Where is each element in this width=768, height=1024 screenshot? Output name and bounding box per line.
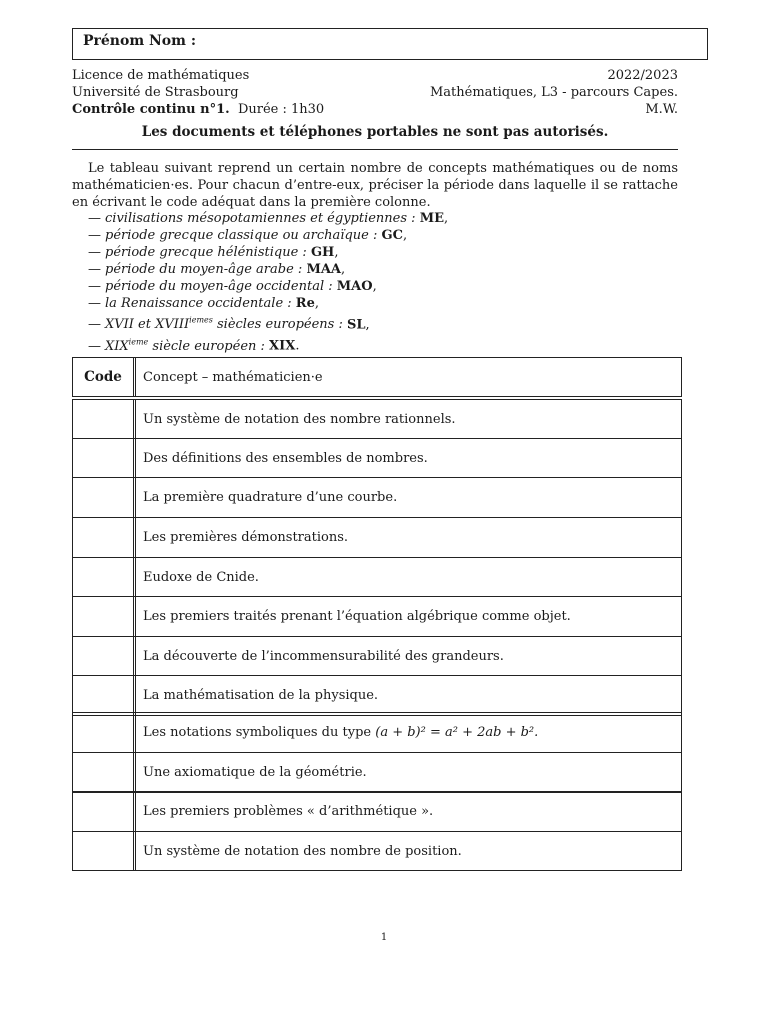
list-item: — période grecque classique ou archaïque : GC, <box>88 228 408 243</box>
concept-cell: Un système de notation des nombre rationnels. <box>143 411 456 427</box>
code-cell[interactable] <box>73 518 134 557</box>
table-row <box>72 831 682 871</box>
period-list <box>88 210 448 355</box>
table-row <box>72 557 682 597</box>
name-box[interactable] <box>72 28 708 60</box>
warning-text: Les documents et téléphones portables ne sont pas autorisés. <box>141 124 609 140</box>
table-row <box>72 438 682 478</box>
code-cell[interactable] <box>73 637 134 675</box>
code-cell[interactable] <box>73 439 134 477</box>
table-row <box>72 791 682 832</box>
list-item: — période du moyen-âge occidental : MAO, <box>88 279 377 294</box>
concept-cell: La mathématisation de la physique. <box>143 688 379 703</box>
concept-cell: Les premiers traités prenant l’équation algébrique comme objet. <box>143 609 571 624</box>
university-name: Université de Strasbourg <box>72 85 239 100</box>
table-row <box>72 675 682 716</box>
concept-cell <box>143 713 538 752</box>
exam-info <box>72 102 324 118</box>
code-cell[interactable] <box>73 713 134 752</box>
list-item: — période grecque hélénistique : GH, <box>88 245 339 260</box>
header-row-1 <box>72 68 678 84</box>
header-concept: Concept – mathématicien·e <box>143 369 323 385</box>
code-cell[interactable] <box>73 753 134 792</box>
table-row <box>72 752 682 793</box>
concept-cell: Une axiomatique de la géométrie. <box>143 765 367 780</box>
code-cell[interactable] <box>73 792 134 831</box>
list-item: — période du moyen-âge arabe : MAA, <box>88 262 346 277</box>
formula: (a + b)² = a² + 2ab + b². <box>375 725 539 740</box>
concept-cell: La première quadrature d’une courbe. <box>143 490 398 505</box>
table-row <box>72 517 682 558</box>
table-row <box>72 399 682 439</box>
code-cell[interactable] <box>73 558 134 596</box>
code-cell[interactable] <box>73 832 134 870</box>
concept-cell: Les premières démonstrations. <box>143 530 349 545</box>
list-item: — XVII et $XVIII^{iemes}$ siècles européens : SL, <box>88 316 370 333</box>
concept-cell: Un système de notation des nombre de position. <box>143 843 462 859</box>
table-row <box>72 636 682 676</box>
header-row-3 <box>72 102 678 118</box>
table-row <box>72 596 682 637</box>
course-name: Licence de mathématiques <box>72 68 250 83</box>
page-number: 1 <box>380 932 388 943</box>
divider <box>72 149 678 150</box>
code-cell[interactable] <box>73 478 134 517</box>
list-item: — la Renaissance occidentale : Re, <box>88 296 320 311</box>
concept-cell: Les premiers problèmes « d’arithmétique ». <box>143 804 434 819</box>
author-initials: M.W. <box>645 102 678 117</box>
concept-cell: La découverte de l’incommensurabilité des grandeurs. <box>143 648 504 664</box>
table-header-row <box>72 357 682 397</box>
code-cell[interactable] <box>73 597 134 636</box>
name-label: Prénom Nom : <box>83 33 197 49</box>
exam-title: Contrôle continu n°1. <box>72 102 230 117</box>
concept-cell: Eudoxe de Cnide. <box>143 569 259 585</box>
exam-duration: Durée : 1h30 <box>237 102 325 117</box>
list-item: — civilisations mésopotamiennes et égyptiennes : ME, <box>88 211 449 226</box>
academic-year: 2022/2023 <box>607 68 678 83</box>
table-row <box>72 712 682 753</box>
course-track: Mathématiques, L3 - parcours Capes. <box>430 85 678 100</box>
intro-paragraph: Le tableau suivant reprend un certain nombre de concepts mathématiques ou de noms mathématicien·es. Pour chacun d’entre-eux, préciser la période dans laquelle il se rattache en écrivant le code adéquat dans la première colonne. <box>72 161 678 210</box>
code-cell[interactable] <box>73 676 134 715</box>
table-row <box>72 477 682 518</box>
code-cell[interactable] <box>73 400 134 438</box>
list-item: — XIXieme siècle européen : XIX. <box>88 337 300 354</box>
concept-cell: Des définitions des ensembles de nombres. <box>143 450 428 466</box>
header-code: Code <box>84 369 122 385</box>
header-row-2 <box>72 85 678 101</box>
formula-row-text: Les notations symboliques du type <box>143 725 372 740</box>
